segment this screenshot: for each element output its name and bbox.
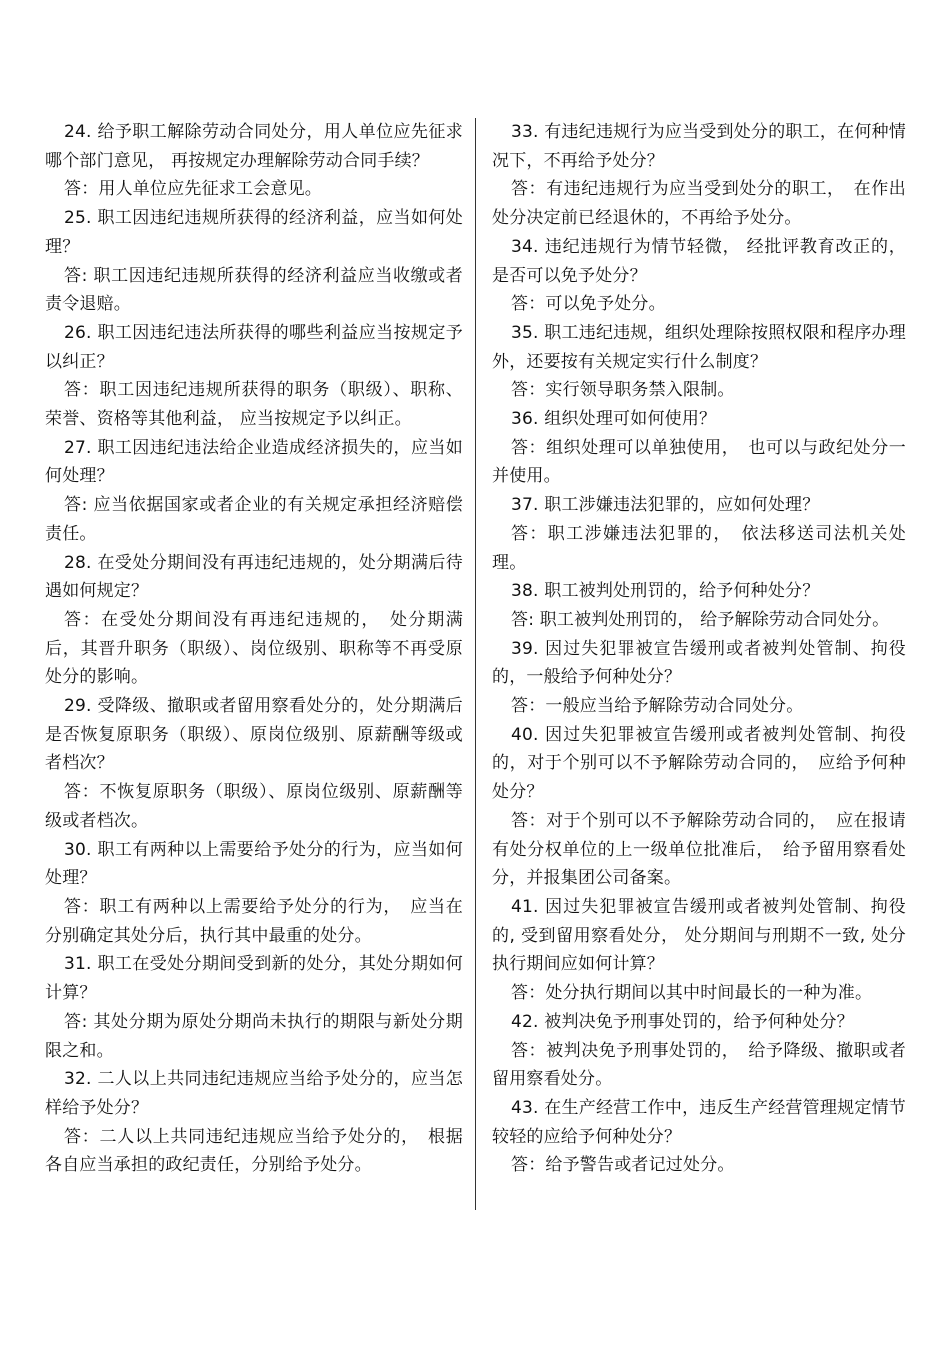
qa-item bbox=[45, 1065, 463, 1180]
answer-text: 答：组织处理可以单独使用， 也可以与政纪处分一并使用。 bbox=[492, 437, 906, 487]
question-text: 33. 有违纪违规行为应当受到处分的职工，在何种情况下，不再给予处分？ bbox=[492, 122, 906, 171]
answer-text: 答：给予警告或者记过处分。 bbox=[511, 1155, 735, 1176]
question-text: 34. 违纪违规行为情节轻微， 经批评教育改正的，是否可以免予处分？ bbox=[492, 236, 906, 286]
qa-item bbox=[492, 1094, 906, 1180]
question-text: 25. 职工因违纪违规所获得的经济利益，应当如何处理？ bbox=[45, 208, 463, 257]
qa-item bbox=[45, 549, 463, 693]
left-column bbox=[45, 118, 463, 1180]
qa-item bbox=[45, 434, 463, 549]
question-text: 30. 职工有两种以上需要给予处分的行为，应当如何处理？ bbox=[45, 839, 463, 889]
qa-item bbox=[45, 204, 463, 319]
answer-text: 答：实行领导职务禁入限制。 bbox=[511, 380, 735, 401]
qa-item bbox=[492, 319, 906, 405]
answer-text: 答：在受处分期间没有再违纪违规的， 处分期满后，其晋升职务（职级）、岗位级别、职称等不再受原处分的影响。 bbox=[45, 609, 463, 688]
answer-text: 答: 职工因违纪违规所获得的经济利益应当收缴或者责令退赔。 bbox=[45, 265, 463, 315]
qa-item bbox=[45, 319, 463, 434]
answer-text: 答：被判决免予刑事处罚的， 给予降级、撤职或者留用察看处分。 bbox=[492, 1040, 906, 1090]
question-text: 41. 因过失犯罪被宣告缓刑或者被判处管制、拘役的, 受到留用察看处分， 处分期间与刑期不一致, 处分执行期间应如何计算？ bbox=[492, 896, 906, 975]
answer-text: 答：对于个别可以不予解除劳动合同的， 应在报请有处分权单位的上一级单位批准后， 给予留用察看处分，并报集团公司备案。 bbox=[492, 810, 906, 889]
answer-text: 答：不恢复原职务（职级）、原岗位级别、原薪酬等级或者档次。 bbox=[45, 782, 463, 831]
question-text: 24. 给予职工解除劳动合同处分，用人单位应先征求哪个部门意见， 再按规定办理解除劳动合同手续？ bbox=[45, 122, 463, 171]
answer-text: 答：用人单位应先征求工会意见。 bbox=[64, 179, 322, 200]
answer-text: 答：职工有两种以上需要给予处分的行为， 应当在分别确定其处分后，执行其中最重的处分。 bbox=[45, 896, 463, 946]
qa-item bbox=[45, 950, 463, 1065]
answer-text: 答: 应当依据国家或者企业的有关规定承担经济赔偿责任。 bbox=[45, 495, 463, 544]
answer-text: 答: 职工被判处刑罚的， 给予解除劳动合同处分。 bbox=[511, 609, 890, 630]
answer-text: 答: 其处分期为原处分期尚未执行的期限与新处分期限之和。 bbox=[45, 1011, 463, 1061]
question-text: 26. 职工因违纪违法所获得的哪些利益应当按规定予以纠正？ bbox=[45, 322, 463, 372]
qa-item bbox=[492, 491, 906, 577]
question-text: 42. 被判决免予刑事处罚的，给予何种处分？ bbox=[511, 1011, 854, 1032]
question-text: 31. 职工在受处分期间受到新的处分，其处分期如何计算？ bbox=[45, 954, 463, 1004]
question-text: 29. 受降级、撤职或者留用察看处分的，处分期满后是否恢复原职务（职级）、原岗位级别、原薪酬等级或者档次？ bbox=[45, 696, 463, 774]
qa-item bbox=[492, 893, 906, 1008]
answer-text: 答：有违纪违规行为应当受到处分的职工， 在作出处分决定前已经退休的，不再给予处分。 bbox=[492, 179, 906, 229]
qa-item bbox=[492, 721, 906, 893]
question-text: 38. 职工被判处刑罚的，给予何种处分？ bbox=[511, 581, 820, 602]
column-divider bbox=[475, 118, 476, 1210]
question-text: 32. 二人以上共同违纪违规应当给予处分的，应当怎样给予处分？ bbox=[45, 1069, 463, 1118]
question-text: 43. 在生产经营工作中，违反生产经营管理规定情节较轻的应给予何种处分？ bbox=[492, 1097, 906, 1147]
answer-text: 答：二人以上共同违纪违规应当给予处分的， 根据各自应当承担的政纪责任，分别给予处分。 bbox=[45, 1126, 463, 1176]
right-column bbox=[492, 118, 906, 1180]
qa-item bbox=[45, 118, 463, 204]
qa-item bbox=[492, 118, 906, 233]
qa-item bbox=[492, 635, 906, 721]
question-text: 39. 因过失犯罪被宣告缓刑或者被判处管制、拘役的，一般给予何种处分？ bbox=[492, 638, 906, 688]
question-text: 36. 组织处理可如何使用？ bbox=[511, 409, 717, 430]
question-text: 40. 因过失犯罪被宣告缓刑或者被判处管制、拘役的，对于个别可以不予解除劳动合同的， 应给予何种处分？ bbox=[492, 724, 906, 803]
question-text: 28. 在受处分期间没有再违纪违规的，处分期满后待遇如何规定？ bbox=[45, 552, 463, 602]
question-text: 37. 职工涉嫌违法犯罪的，应如何处理？ bbox=[511, 495, 820, 516]
qa-item bbox=[45, 836, 463, 951]
answer-text: 答：处分执行期间以其中时间最长的一种为准。 bbox=[511, 983, 873, 1004]
question-text: 27. 职工因违纪违法给企业造成经济损失的，应当如何处理？ bbox=[45, 437, 463, 487]
qa-item bbox=[492, 1008, 906, 1094]
answer-text: 答：一般应当给予解除劳动合同处分。 bbox=[511, 696, 804, 717]
answer-text: 答：职工因违纪违规所获得的职务（职级）、职称、荣誉、资格等其他利益， 应当按规定予以纠正。 bbox=[45, 380, 463, 430]
qa-item bbox=[492, 577, 906, 634]
qa-item bbox=[492, 405, 906, 491]
qa-item bbox=[45, 692, 463, 836]
qa-item bbox=[492, 233, 906, 319]
answer-text: 答：可以免予处分。 bbox=[511, 294, 666, 315]
question-text: 35. 职工违纪违规，组织处理除按照权限和程序办理外，还要按有关规定实行什么制度？ bbox=[492, 322, 906, 372]
answer-text: 答：职工涉嫌违法犯罪的， 依法移送司法机关处理。 bbox=[492, 523, 906, 573]
